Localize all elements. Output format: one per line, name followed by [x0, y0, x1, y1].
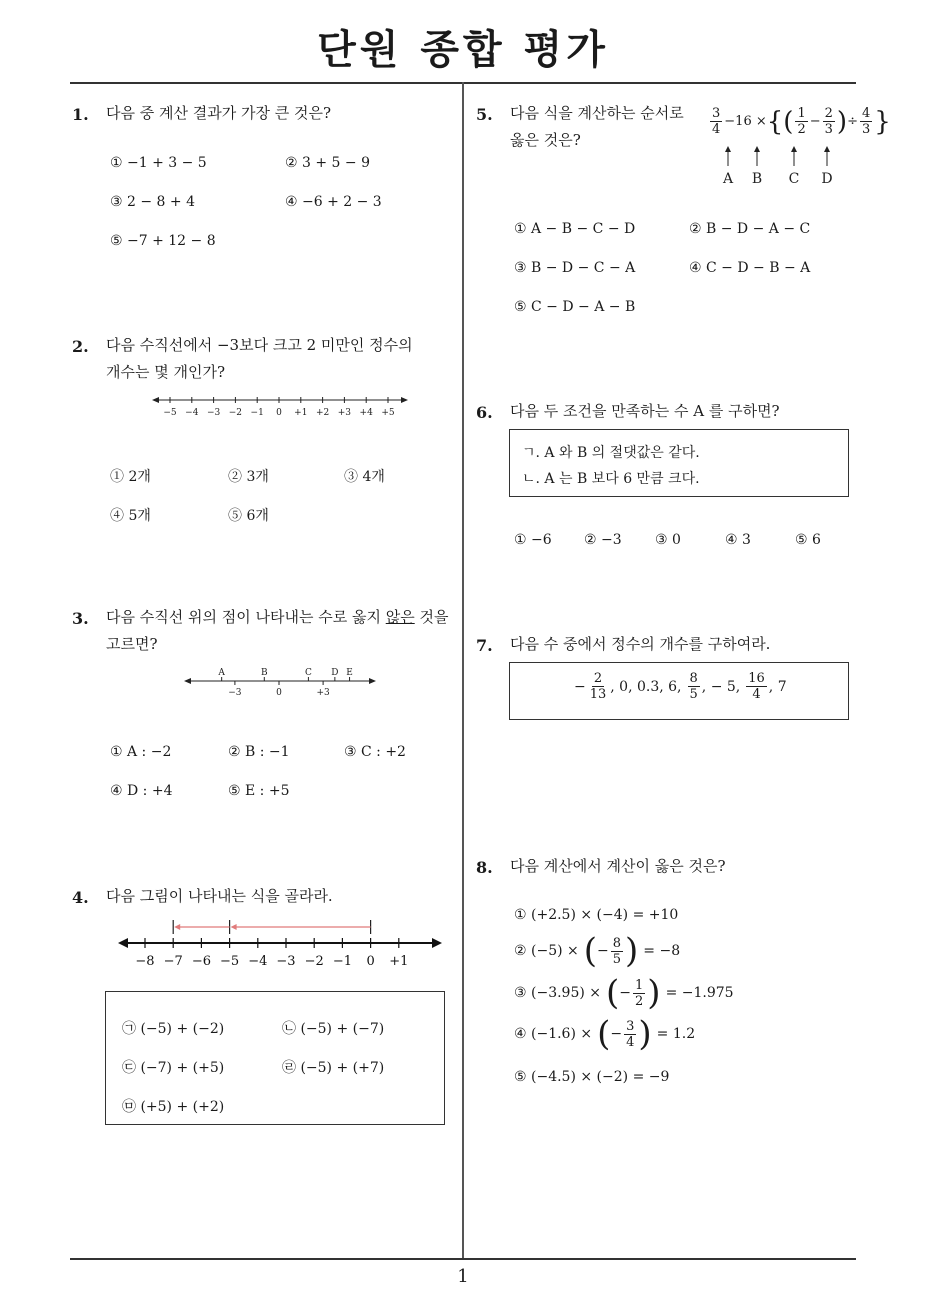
q2-tick-label: −1	[250, 408, 264, 418]
q5-frac-4-3: $\frac{4}{3}$	[861, 106, 871, 137]
q8-option-2[interactable]: ② (−5) × ( − $\frac{8}{5}$ ) = −8	[514, 931, 681, 971]
q5-option-5[interactable]: ⑤ C − D − A − B	[514, 299, 636, 315]
q1-option-3[interactable]: ③ 2 − 8 + 4	[110, 194, 195, 210]
q3-point-label: D	[331, 668, 339, 678]
q4-tick-label: −1	[332, 954, 352, 969]
q2-option-3[interactable]: ③ 4개	[344, 469, 385, 485]
q7-frac-16-4: $\frac{16}{4}$	[748, 671, 765, 702]
q6-option-2[interactable]: ② −3	[584, 532, 622, 548]
q1-option-2[interactable]: ② 3 + 5 − 9	[285, 155, 370, 171]
q8-opt4-sign: −	[610, 1026, 623, 1042]
q2-line2: 개수는 몇 개인가?	[106, 363, 226, 381]
q3-option-4[interactable]: ④ D : +4	[110, 783, 173, 799]
q2-tick-label: +1	[294, 408, 308, 418]
q8-opt3-post: = −1.975	[665, 985, 734, 1001]
q8-opt3-frac: $\frac{1}{2}$	[635, 977, 644, 1009]
q2-option-1[interactable]: ① 2개	[110, 469, 151, 485]
q2-tick-label: 0	[276, 408, 282, 418]
q3-option-1[interactable]: ① A : −2	[110, 744, 172, 760]
q2-tick-label: +4	[359, 408, 373, 418]
q3-option-5[interactable]: ⑤ E : +5	[228, 783, 290, 799]
q7-text: 다음 수 중에서 정수의 개수를 구하여라.	[510, 635, 771, 653]
q2-number: 2.	[72, 337, 89, 356]
q4-tick-label: −3	[276, 954, 296, 969]
q3-line1	[106, 604, 448, 631]
q4-tick-label: −4	[248, 954, 268, 969]
q6-number: 6.	[476, 403, 493, 422]
q7-frac-8-5: $\frac{8}{5}$	[689, 671, 698, 702]
q5-expr-mid: −16 ×	[724, 114, 767, 129]
q3-point-label: A	[218, 668, 225, 678]
q1-option-4[interactable]: ④ −6 + 2 − 3	[285, 194, 382, 210]
q4-choice-5[interactable]: ㉤ (+5) + (+2)	[122, 1099, 225, 1115]
q8-text: 다음 계산에서 계산이 옳은 것은?	[510, 857, 726, 875]
q4-choice-1[interactable]: ㉠ (−5) + (−2)	[122, 1021, 225, 1037]
q8-opt2-post: = −8	[643, 943, 681, 959]
q8-opt4-post: = 1.2	[656, 1026, 696, 1042]
q1-option-5[interactable]: ⑤ −7 + 12 − 8	[110, 233, 216, 249]
q4-choice-4[interactable]: ㉣ (−5) + (+7)	[282, 1060, 385, 1076]
q4-choice-3[interactable]: ㉢ (−7) + (+5)	[122, 1060, 225, 1076]
q3-point-label: E	[346, 668, 353, 678]
q2-tick-label: +5	[381, 408, 395, 418]
q8-number: 8.	[476, 858, 493, 877]
q5-paren-close: )	[836, 106, 848, 137]
q8-opt4-pre: ④ (−1.6) ×	[514, 1026, 593, 1042]
q4-arrowhead-long	[231, 924, 237, 930]
q4-tick-label: 0	[366, 954, 375, 969]
q7-frac-2-13: $\frac{2}{13}$	[589, 671, 607, 702]
q4-tick-label: −7	[163, 954, 183, 969]
q3-option-3[interactable]: ③ C : +2	[344, 744, 406, 760]
q3-number-line	[182, 664, 378, 698]
q5-order-markers	[716, 144, 842, 188]
q5-marker-label: C	[788, 171, 800, 187]
q7-minus-sign: −	[574, 678, 586, 695]
q2-number-line	[150, 390, 410, 422]
q8-opt3-sign: −	[619, 985, 632, 1001]
q7-minus-five: , − 5,	[701, 678, 741, 695]
page-number: 1	[457, 1266, 469, 1287]
q5-option-3[interactable]: ③ B − D − C − A	[514, 260, 636, 276]
q3-tick-label: +3	[316, 688, 330, 698]
q3-line2: 고르면?	[106, 635, 158, 653]
q5-frac-3-4: $\frac{3}{4}$	[712, 106, 721, 137]
q5-line1: 다음 식을 계산하는 순서로	[510, 104, 684, 122]
q5-expr-minus: −	[809, 114, 821, 129]
q5-marker-label: D	[821, 171, 833, 187]
q8-opt2-frac: $\frac{8}{5}$	[612, 935, 622, 967]
q3-tick-label: 0	[276, 688, 282, 698]
q3-option-2[interactable]: ② B : −1	[228, 744, 290, 760]
q2-tick-label: −4	[185, 408, 199, 418]
q8-option-3[interactable]: ③ (−3.95) × ( − $\frac{1}{2}$ ) = −1.975	[514, 973, 734, 1013]
q2-option-4[interactable]: ④ 5개	[110, 508, 151, 524]
q5-expr-div: ÷	[847, 114, 858, 129]
q8-option-4[interactable]: ④ (−1.6) × ( − $\frac{3}{4}$ ) = 1.2	[514, 1014, 696, 1054]
column-divider	[462, 82, 464, 1260]
q4-tick-label: +1	[389, 954, 409, 969]
q8-opt4-frac: $\frac{3}{4}$	[626, 1018, 635, 1050]
q2-tick-label: +2	[315, 408, 330, 418]
q8-option-5[interactable]: ⑤ (−4.5) × (−2) = −9	[514, 1069, 670, 1085]
q2-tick-label: −3	[206, 408, 221, 418]
q2-tick-label: −5	[163, 408, 177, 418]
q3-point-label: C	[304, 668, 312, 678]
q3-number: 3.	[72, 609, 89, 628]
bottom-rule	[70, 1258, 856, 1260]
q6-condition-1: ㄱ. A 와 B 의 절댓값은 같다.	[522, 445, 700, 461]
q6-option-4[interactable]: ④ 3	[725, 532, 751, 548]
q4-choice-2[interactable]: ㉡ (−5) + (−7)	[282, 1021, 385, 1037]
q2-option-2[interactable]: ② 3개	[228, 469, 269, 485]
q4-number: 4.	[72, 888, 89, 907]
q4-text: 다음 그림이 나타내는 식을 골라라.	[106, 887, 333, 905]
q8-opt2-sign: −	[597, 943, 609, 959]
q7-plain-numbers: , 0, 0.3, 6,	[610, 678, 682, 695]
q5-marker-arrowhead	[824, 146, 830, 152]
q4-tick-label: −8	[135, 954, 155, 969]
q1-option-1[interactable]: ① −1 + 3 − 5	[110, 155, 207, 171]
q3-tick-label: −3	[228, 688, 242, 698]
q6-text: 다음 두 조건을 만족하는 수 A 를 구하면?	[510, 402, 780, 420]
q2-line1: 다음 수직선에서 −3보다 크고 2 미만인 정수의	[106, 336, 413, 354]
q2-tick-label: −2	[228, 408, 243, 418]
q5-option-2[interactable]: ② B − D − A − C	[689, 221, 811, 237]
q4-arrowhead-short	[174, 924, 180, 930]
q2-tick-label: +3	[337, 408, 352, 418]
q5-line2: 옳은 것은?	[510, 131, 581, 149]
q7-number-list	[574, 671, 787, 702]
q5-brace-open: {(	[766, 106, 794, 137]
q5-marker-arrowhead	[754, 146, 760, 152]
q8-opt3-pre: ③ (−3.95) ×	[514, 985, 602, 1001]
q5-frac-2-3: $\frac{2}{3}$	[824, 106, 833, 137]
q8-option-1[interactable]: ① (+2.5) × (−4) = +10	[514, 907, 679, 923]
q5-marker-arrowhead	[791, 146, 797, 152]
q6-option-5[interactable]: ⑤ 6	[795, 532, 821, 548]
q4-number-line	[116, 912, 444, 972]
q3-underlined-word: 않은	[385, 608, 415, 626]
page-title: 단원 종합 평가	[317, 27, 609, 73]
q7-seven: , 7	[768, 678, 787, 695]
q3-point-label: B	[260, 668, 268, 678]
q3-line1-post: 것을	[414, 608, 449, 626]
q5-number: 5.	[476, 105, 493, 124]
q3-line1-pre: 다음 수직선 위의 점이 나타내는 수로 옳지	[106, 608, 386, 626]
q1-text: 다음 중 계산 결과가 가장 큰 것은?	[106, 104, 332, 122]
q2-option-5[interactable]: ⑤ 6개	[228, 508, 269, 524]
q5-brace-close: }	[874, 106, 891, 137]
q5-frac-1-2: $\frac{1}{2}$	[797, 106, 806, 137]
q5-marker-label: A	[722, 171, 734, 187]
q1-number: 1.	[72, 105, 89, 124]
q6-option-3[interactable]: ③ 0	[655, 532, 681, 548]
q6-condition-2: ㄴ. A 는 B 보다 6 만큼 크다.	[522, 471, 700, 487]
q5-expression	[708, 106, 891, 137]
q4-tick-label: −5	[220, 954, 240, 969]
q5-marker-label: B	[751, 171, 763, 187]
q5-marker-arrowhead	[725, 146, 731, 152]
q4-tick-label: −6	[191, 954, 211, 969]
q8-opt2-pre: ② (−5) ×	[514, 943, 579, 959]
q4-tick-label: −2	[304, 954, 324, 969]
q7-number: 7.	[476, 636, 493, 655]
q5-option-4[interactable]: ④ C − D − B − A	[689, 260, 811, 276]
q6-option-1[interactable]: ① −6	[514, 532, 552, 548]
q5-option-1[interactable]: ① A − B − C − D	[514, 221, 636, 237]
